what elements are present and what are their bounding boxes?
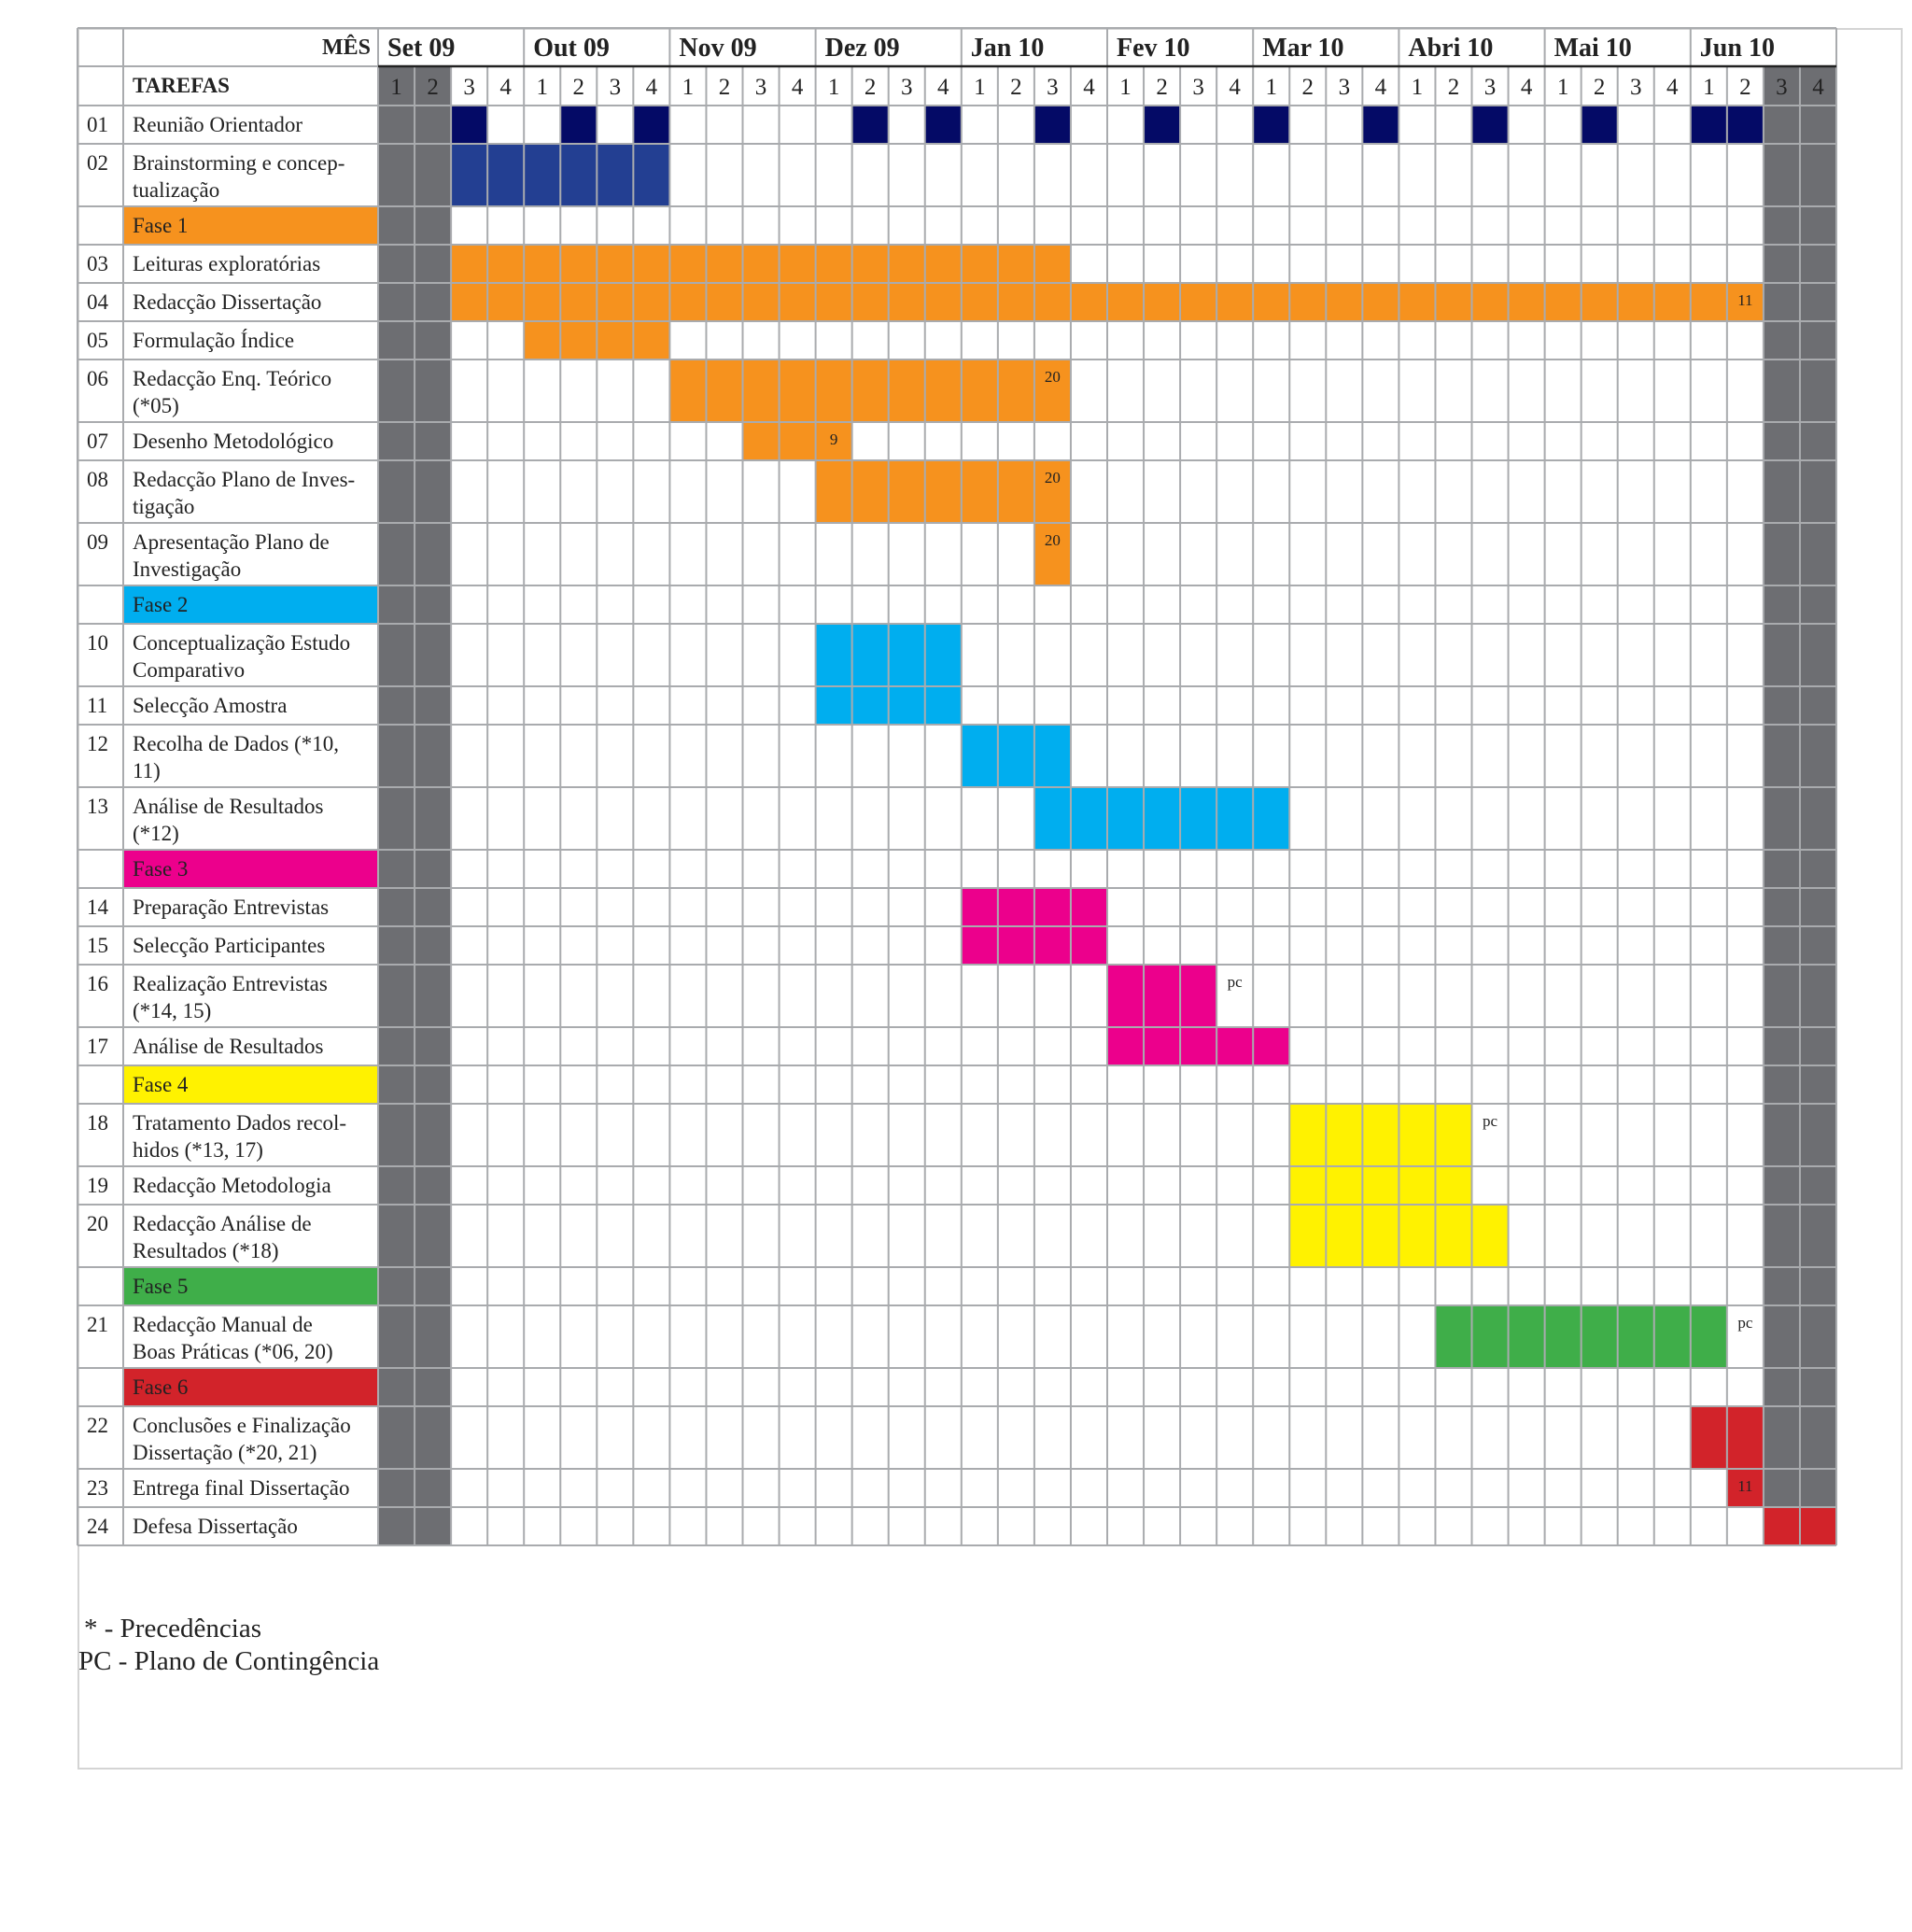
task-number: 08: [87, 468, 108, 491]
task-label: Brainstorming e concep-: [133, 151, 345, 175]
month-label: Fev 10: [1117, 34, 1190, 63]
task-label: Redacção Análise de: [133, 1212, 312, 1235]
week-label: 1: [1119, 75, 1132, 100]
task-label: Redacção Dissertação: [133, 290, 322, 314]
week-label: 3: [1192, 75, 1204, 100]
task-label: 11): [133, 759, 161, 783]
task-note: 20: [1044, 469, 1061, 487]
task-label: Leituras exploratórias: [133, 252, 321, 275]
week-label: 2: [718, 75, 731, 100]
task-label: tualização: [133, 178, 220, 202]
week-label: 4: [1812, 75, 1824, 100]
week-label: 4: [937, 75, 949, 100]
task-label: Análise de Resultados: [133, 1035, 324, 1058]
task-number: 12: [87, 732, 108, 755]
task-label: Selecção Amostra: [133, 694, 288, 717]
task-label: Resultados (*18): [133, 1239, 279, 1262]
month-label: Jun 10: [1699, 34, 1775, 63]
task-note: 11: [1737, 291, 1753, 309]
task-number: 20: [87, 1212, 108, 1235]
task-bar-week: [1582, 106, 1618, 144]
task-label: Realização Entrevistas: [133, 972, 328, 995]
task-label: Reunião Orientador: [133, 113, 303, 136]
task-label: hidos (*13, 17): [133, 1138, 263, 1162]
phase-label: Fase 5: [133, 1275, 189, 1298]
legend-contingency: PC - Plano de Contingência: [78, 1646, 380, 1676]
task-label: Formulação Índice: [133, 329, 295, 352]
unavailable-week-column: [378, 66, 415, 1545]
task-label: Conclusões e Finalização: [133, 1414, 351, 1437]
week-label: 3: [1338, 75, 1351, 100]
week-label: 1: [1265, 75, 1277, 100]
week-label: 4: [791, 75, 804, 100]
task-number: 02: [87, 151, 108, 175]
task-number: 15: [87, 934, 108, 957]
task-bar: [1289, 1104, 1471, 1166]
week-label: 2: [1301, 75, 1314, 100]
task-bar: [1107, 1027, 1289, 1065]
task-label: Boas Práticas (*06, 20): [133, 1340, 333, 1363]
task-label: Investigação: [133, 557, 242, 581]
week-label: 1: [682, 75, 695, 100]
task-bar-week: [1472, 106, 1509, 144]
week-label: 1: [1703, 75, 1715, 100]
week-label: 1: [1556, 75, 1569, 100]
week-label: 1: [1411, 75, 1424, 100]
task-number: 01: [87, 113, 108, 136]
week-label: 4: [645, 75, 658, 100]
week-label: 4: [1083, 75, 1095, 100]
contingency-note: pc: [1227, 973, 1243, 991]
task-label: Análise de Resultados: [133, 795, 324, 818]
task-bar-week: [560, 106, 597, 144]
week-label: 2: [1010, 75, 1022, 100]
month-label: Abri 10: [1408, 34, 1494, 63]
task-label: (*05): [133, 394, 179, 417]
task-label: Recolha de Dados (*10,: [133, 732, 339, 755]
task-note: 9: [829, 430, 838, 448]
task-label: Redacção Plano de Inves-: [133, 468, 356, 491]
task-number: 10: [87, 631, 108, 655]
task-label: Apresentação Plano de: [133, 530, 330, 554]
task-label: Redacção Enq. Teórico: [133, 367, 332, 390]
week-label: 3: [463, 75, 475, 100]
task-bar-week: [925, 106, 962, 144]
unavailable-week-column: [1800, 66, 1836, 1545]
week-label: 3: [754, 75, 767, 100]
week-label: 2: [1156, 75, 1168, 100]
task-label: Dissertação (*20, 21): [133, 1441, 317, 1464]
task-label: Tratamento Dados recol-: [133, 1111, 347, 1135]
task-bar-week: [1691, 106, 1727, 144]
task-number: 19: [87, 1174, 108, 1197]
week-label: 4: [1520, 75, 1533, 100]
task-label: Selecção Participantes: [133, 934, 326, 957]
month-label: Jan 10: [970, 34, 1045, 63]
week-label: 1: [536, 75, 548, 100]
task-bar-week: [451, 106, 487, 144]
unavailable-week-column: [1764, 66, 1800, 1545]
month-header-label: MÊS: [321, 35, 371, 60]
task-number: 22: [87, 1414, 108, 1437]
task-number: 18: [87, 1111, 108, 1135]
task-number: 17: [87, 1035, 108, 1058]
task-number: 11: [87, 694, 108, 717]
week-label: 2: [427, 75, 439, 100]
task-number: 06: [87, 367, 108, 390]
task-number: 09: [87, 530, 108, 554]
phase-label: Fase 1: [133, 214, 189, 237]
week-label: 4: [1374, 75, 1387, 100]
task-label: Preparação Entrevistas: [133, 895, 330, 919]
task-number: 24: [87, 1515, 108, 1538]
task-bar-week: [1144, 106, 1180, 144]
task-number: 04: [87, 290, 108, 314]
week-label: 3: [900, 75, 913, 100]
week-label: 1: [827, 75, 840, 100]
week-label: 3: [1629, 75, 1642, 100]
task-number: 16: [87, 972, 108, 995]
phase-label: Fase 3: [133, 857, 189, 881]
week-label: 4: [1666, 75, 1679, 100]
task-bar: [1034, 787, 1289, 850]
week-label: 2: [864, 75, 877, 100]
task-bar: [451, 245, 1071, 283]
week-label: 3: [1776, 75, 1788, 100]
task-bar: [962, 725, 1071, 787]
task-label: Comparativo: [133, 658, 246, 682]
task-number: 13: [87, 795, 108, 818]
task-bar-week: [1253, 106, 1289, 144]
contingency-note: pc: [1737, 1314, 1753, 1332]
task-label: Desenho Metodológico: [133, 430, 334, 453]
task-label: Conceptualização Estudo: [133, 631, 351, 655]
task-number: 23: [87, 1476, 108, 1500]
task-label: Entrega final Dissertação: [133, 1476, 350, 1500]
task-bar: [669, 360, 1071, 422]
task-bar-week: [852, 106, 889, 144]
legend-precedences: * - Precedências: [84, 1614, 262, 1643]
task-label: Redacção Metodologia: [133, 1174, 331, 1197]
week-label: 4: [1229, 75, 1241, 100]
unavailable-week-column: [415, 66, 451, 1545]
task-note: 20: [1044, 531, 1061, 549]
week-label: 1: [974, 75, 986, 100]
month-label: Mar 10: [1262, 34, 1344, 63]
month-label: Nov 09: [679, 34, 757, 63]
task-bar-week: [633, 106, 669, 144]
phase-label: Fase 6: [133, 1375, 189, 1399]
week-label: 4: [499, 75, 512, 100]
task-number: 07: [87, 430, 108, 453]
contingency-note: pc: [1483, 1112, 1498, 1130]
week-label: 1: [390, 75, 402, 100]
week-label: 2: [1593, 75, 1606, 100]
tasks-header-label: TAREFAS: [133, 74, 230, 97]
task-bar: [816, 460, 1071, 523]
task-bar-week: [1362, 106, 1399, 144]
task-number: 03: [87, 252, 108, 275]
week-label: 3: [609, 75, 622, 100]
week-label: 3: [1483, 75, 1497, 100]
month-label: Set 09: [387, 34, 456, 63]
task-label: (*14, 15): [133, 999, 212, 1022]
week-label: 3: [1047, 75, 1059, 100]
week-label: 2: [1739, 75, 1751, 100]
month-label: Out 09: [533, 34, 610, 63]
task-bar-week: [1727, 106, 1764, 144]
task-note: 20: [1044, 368, 1061, 386]
month-label: Mai 10: [1554, 34, 1632, 63]
task-label: Redacção Manual de: [133, 1313, 313, 1336]
task-label: tigação: [133, 495, 195, 518]
task-label: Defesa Dissertação: [133, 1515, 298, 1538]
task-label: (*12): [133, 822, 179, 845]
phase-label: Fase 2: [133, 593, 189, 616]
task-note: 11: [1737, 1477, 1753, 1495]
task-bar: [1289, 1166, 1471, 1205]
week-label: 2: [1447, 75, 1460, 100]
task-bar: [1107, 965, 1216, 1027]
month-label: Dez 09: [824, 34, 900, 63]
task-number: 14: [87, 895, 108, 919]
phase-label: Fase 4: [133, 1073, 189, 1096]
task-number: 21: [87, 1313, 108, 1336]
task-number: 05: [87, 329, 108, 352]
week-label: 2: [572, 75, 585, 100]
task-bar-week: [1034, 106, 1071, 144]
